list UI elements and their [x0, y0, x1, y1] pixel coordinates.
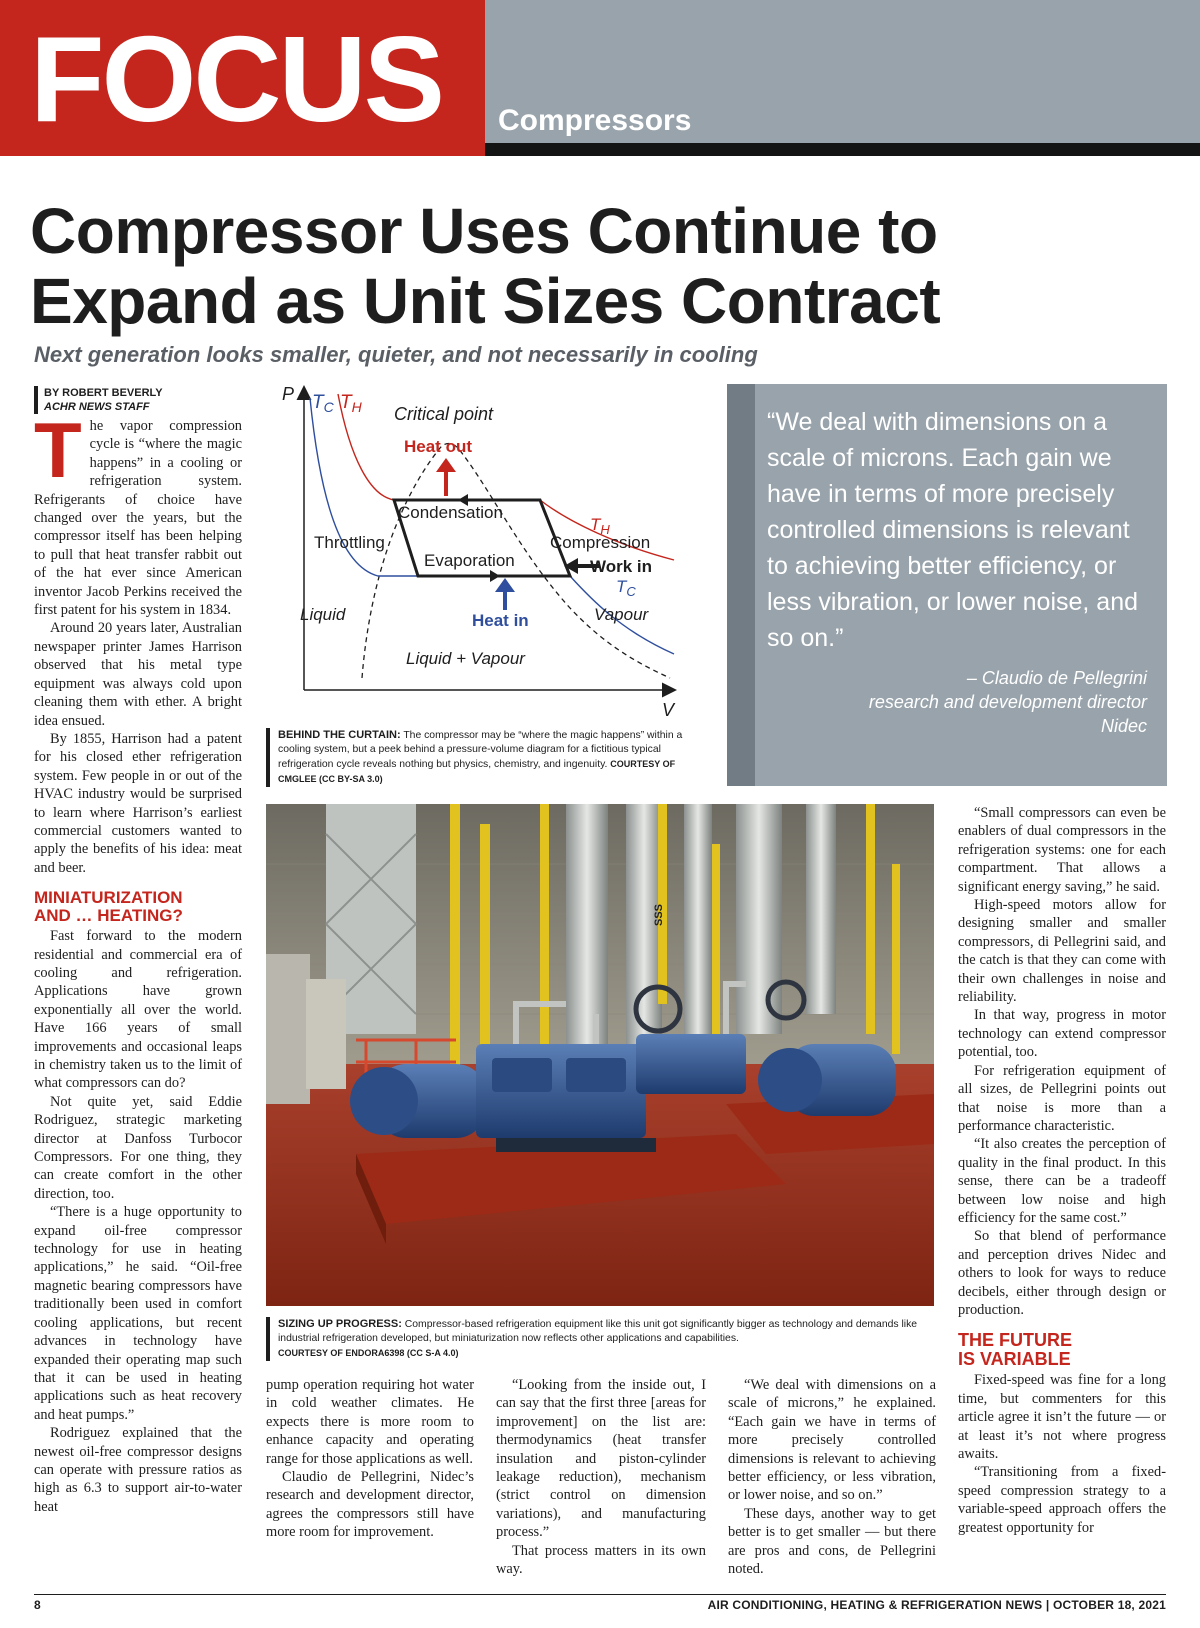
diagram-credit: COURTESY OF CMGLEE (CC BY-SA 3.0) — [278, 759, 676, 784]
footer-publication: AIR CONDITIONING, HEATING & REFRIGERATION NEWS | OCTOBER 18, 2021 — [707, 1598, 1166, 1612]
paragraph: pump operation requiring hot water in cold weather climates. He expects there is more room to enhance capacity and operating range for those applications as well. — [266, 1377, 474, 1467]
label-liquid-vapour: Liquid + Vapour — [406, 649, 525, 668]
pull-quote-attribution: – Claudio de Pellegrini research and development director Nidec — [868, 668, 1147, 736]
paragraph: By 1855, Harrison had a patent for his closed ether refrigeration system. Few people in or out of the HVAC industry would be surprised to learn where Harrison’s earliest commercial customers wanted to apply the benefits of his idea: meat and beer. — [34, 730, 242, 876]
pull-quote — [727, 384, 1167, 786]
paragraph: The vapor compression cycle is “where the magic happens” in a cooling or refrigeration system. Refrigerants of choice have changed over the years, but the compressor itself has been helping to pull that heat transfer rabbit out of the hat ever since American inventor Jacob Perkins received the first patent for his system in 1834. — [34, 406, 242, 619]
label-condensation: Condensation — [398, 503, 503, 522]
paragraph: For refrigeration equipment of all sizes, de Pellegrini points out that noise is more than a performance characteristic. — [958, 1062, 1166, 1134]
column-3 — [496, 1376, 706, 1578]
byline-staff: ACHR NEWS STAFF — [44, 401, 150, 413]
label-th-top: $T_H$ — [340, 392, 362, 415]
label-heat-in: Heat in — [472, 611, 529, 630]
paragraph: Rodriguez explained that the newest oil-free compressor designs can operate with pressure ratios as high as 6.3 to support air-to-water heat — [34, 1425, 242, 1515]
paragraph: “Small compressors can even be enablers of dual compressors in the refrigeration systems: one for each compartment. That allows a significant energy saving,” he said. — [958, 805, 1166, 895]
label-throttling: Throttling — [314, 533, 385, 552]
axis-label-v: V — [662, 700, 675, 720]
label-heat-out: Heat out — [404, 437, 472, 456]
paragraph: “Looking from the inside out, I can say that the first three [areas for improvement] on the list are: thermodynamics (heat transfer insulation and piston-cylinder leakage reduction), mechanism (strict control on dimension variations), and manufacturing process.” — [496, 1377, 706, 1541]
label-compression: Compression — [550, 533, 651, 552]
label-evaporation: Evaporation — [424, 551, 515, 570]
masthead-black-rule — [485, 143, 1200, 156]
paragraph: So that blend of performance and perception drives Nidec and others to look for ways to reduce decibels, either through design or production. — [958, 1228, 1166, 1318]
label-liquid: Liquid — [300, 605, 346, 624]
section-label: Compressors — [498, 104, 692, 137]
paragraph: Fixed-speed was fine for a long time, but commenters for this article agree it isn’t the future — or at least it’s not where progress awaits. — [958, 1372, 1166, 1462]
label-tc-right: $T_C$ — [616, 577, 636, 599]
paragraph: High-speed motors allow for designing smaller and smaller compressors, di Pellegrini said, and the catch is that they can come with their own challenges in noise and reliability. — [958, 897, 1166, 1006]
footer-rule — [34, 1594, 1166, 1595]
column-5 — [958, 804, 1166, 1537]
pressure-volume-diagram — [270, 378, 690, 720]
axis-label-p: P — [282, 384, 295, 404]
paragraph: Claudio de Pellegrini, Nidec’s research and development director, agrees the compressors still have more room for improvement. — [266, 1469, 474, 1541]
paragraph: “There is a huge opportunity to expand oil-free compressor technology for use in heating applications,” he said. “Oil-free magnetic bearing compressors have traditionally been used in comfort cooling applications, but recent advances in technology have expanded their operating map such that it can be used in heating applications such as heat recovery and heat pumps.” — [34, 1204, 242, 1423]
paragraph: That process matters in its own way. — [496, 1542, 706, 1578]
paragraph: These days, another way to get better is to get smaller — but there are pros and cons, de Pellegrini noted. — [728, 1505, 936, 1578]
subhead-future: THE FUTURE IS VARIABLE — [958, 1330, 1072, 1370]
label-critical-point: Critical point — [394, 404, 494, 424]
compressor-room-photo — [266, 804, 934, 1306]
label-th-right: $T_H$ — [590, 515, 610, 537]
label-tc-top: $T_C$ — [312, 392, 334, 415]
column-4 — [728, 1376, 936, 1578]
drop-cap: T — [34, 406, 82, 494]
diagram-caption: BEHIND THE CURTAIN: The compressor may be “where the magic happens” within a cooling system, but a peek behind a pressure-volume diagram for a fictitious typical refrigeration cycle reveals nothing but physics, chemistry, and ingenuity. COURTESY OF CMGLEE (CC BY-SA 3.0) — [266, 728, 696, 787]
evaporation-arrow — [490, 570, 500, 582]
paragraph: In that way, progress in motor technology can extend compressor potential, too. — [958, 1007, 1166, 1061]
byline-author: BY ROBERT BEVERLY — [44, 387, 163, 399]
photo-caption: SIZING UP PROGRESS: Compressor-based refrigeration equipment like this unit got significantly bigger as technology and demands like industrial refrigeration developed, but miniaturization now reflects other applications and capabilities. COURTESY OF ENDORA6398 (CC S-A 4.0) — [266, 1317, 934, 1361]
paragraph: Around 20 years later, Australian newspaper printer James Harrison observed that his metal type equipment was always cold upon cleaning them with ether. A bright idea ensued. — [34, 620, 242, 729]
column-2 — [266, 1376, 474, 1542]
pipe — [566, 804, 608, 1084]
page-number: 8 — [34, 1598, 41, 1612]
paragraph: “It also creates the perception of quality in the final product. In this sense, there can be a tradeoff between low noise and high efficiency for the same cost.” — [958, 1136, 1166, 1226]
article-dek: Next generation looks smaller, quieter, and not necessarily in cooling — [34, 342, 758, 367]
svg-text:SSS: SSS — [653, 903, 665, 926]
pull-quote-text: “We deal with dimensions on a scale of microns. Each gain we have in terms of more precisely controlled dimensions is relevant to achieving better efficiency, or less vibration, or lower noise, and so on.” — [767, 408, 1139, 652]
label-vapour: Vapour — [594, 605, 649, 624]
article-headline: Compressor Uses Continue to Expand as Unit Sizes Contract — [30, 195, 941, 337]
paragraph: “Transitioning from a fixed-speed compression strategy to a variable-speed approach offers the greatest opportunity for — [958, 1464, 1166, 1536]
paragraph: Fast forward to the modern residential and commercial era of cooling and refrigeration. Applications have grown exponentially all over the world. Have 166 years of small improvements and occasional leaps in chemistry taken us to the limit of what compressors can do? — [34, 928, 242, 1092]
subhead-miniaturization: MINIATURIZATION AND … HEATING? — [34, 888, 183, 926]
photo-credit: COURTESY OF ENDORA6398 (CC S-A 4.0) — [278, 1348, 459, 1358]
label-work-in: Work in — [590, 557, 653, 576]
paragraph: Not quite yet, said Eddie Rodriguez, strategic marketing director at Danfoss Turbocor Compressors. For one thing, they can create comfort in the other direction, too. — [34, 1093, 242, 1202]
focus-logo: FOCUS — [30, 11, 442, 147]
paragraph: “We deal with dimensions on a scale of microns,” he explained. “Each gain we have in terms of more precisely controlled dimensions is relevant to achieving better efficiency, or less vibration, or lower noise, and so on.” — [728, 1377, 936, 1504]
